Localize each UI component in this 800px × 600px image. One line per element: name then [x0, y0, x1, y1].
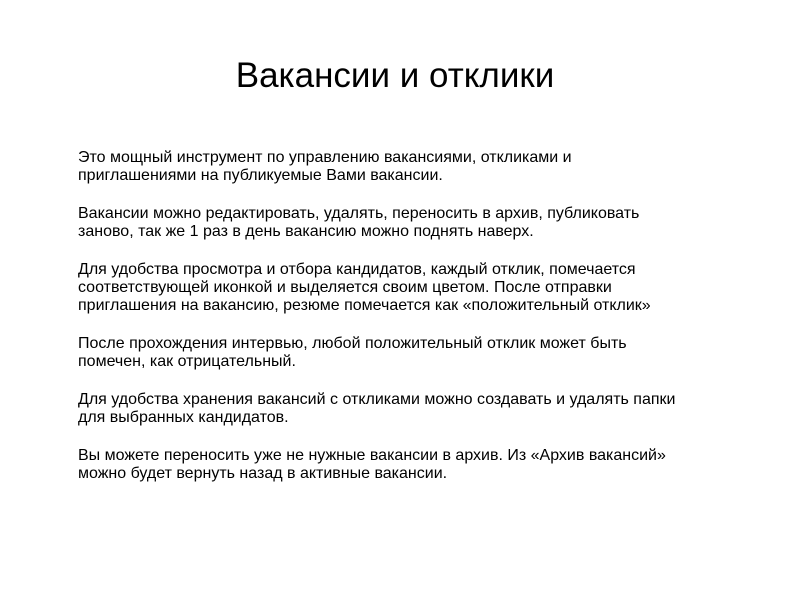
text-line: После прохождения интервью, любой положительный отклик может быть: [78, 335, 627, 352]
paragraph-tool-intro: [78, 149, 748, 185]
paragraph-vacancy-editing: [78, 205, 748, 241]
text-line: Для удобства просмотра и отбора кандидатов, каждый отклик, помечается: [78, 261, 636, 278]
text-line: Вы можете переносить уже не нужные вакансии в архив. Из «Архив вакансий»: [78, 447, 666, 464]
text-line: Вакансии можно редактировать, удалять, переносить в архив, публиковать: [78, 205, 640, 222]
text-line: для выбранных кандидатов.: [78, 409, 289, 426]
text-line: заново, так же 1 раз в день вакансию можно поднять наверх.: [78, 223, 534, 240]
text-line: можно будет вернуть назад в активные вакансии.: [78, 465, 448, 482]
paragraph-archive: [78, 447, 748, 483]
text-line: приглашениями на публикуемые Вами вакансии.: [78, 167, 443, 184]
paragraph-response-marking: [78, 261, 748, 315]
paragraph-after-interview: [78, 335, 748, 371]
text-line: Для удобства хранения вакансий с откликами можно создавать и удалять папки: [78, 391, 676, 408]
text-line: Это мощный инструмент по управлению вакансиями, откликами и: [78, 149, 572, 166]
slide-title: Вакансии и отклики: [235, 56, 555, 95]
paragraph-folders: [78, 391, 748, 427]
slide-body: [78, 149, 748, 503]
text-line: помечен, как отрицательный.: [78, 353, 296, 370]
text-line: соответствующей иконкой и выделяется своим цветом. После отправки: [78, 279, 612, 296]
text-line: приглашения на вакансию, резюме помечается как «положительный отклик»: [78, 297, 651, 314]
